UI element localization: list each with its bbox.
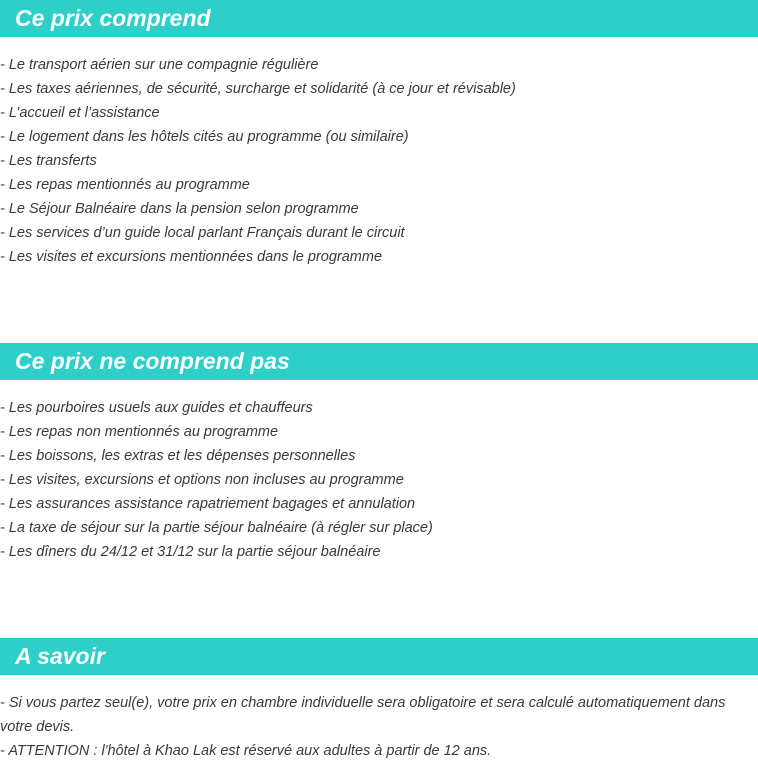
good-to-know-body xyxy=(0,691,758,763)
included-item: - Les transferts xyxy=(0,153,97,169)
good-to-know-header xyxy=(0,638,758,675)
not-included-item: - Les pourboires usuels aux guides et chauffeurs xyxy=(0,400,313,416)
not-included-title: Ce prix ne comprend pas xyxy=(15,348,290,374)
included-item: - Le logement dans les hôtels cités au programme (ou similaire) xyxy=(0,129,409,145)
not-included-item: - Les boissons, les extras et les dépenses personnelles xyxy=(0,448,356,464)
good-to-know-title: A savoir xyxy=(15,643,105,669)
not-included-header xyxy=(0,343,758,380)
included-header xyxy=(0,0,758,37)
included-item: - Le Séjour Balnéaire dans la pension selon programme xyxy=(0,201,359,217)
good-to-know-section xyxy=(0,638,758,763)
not-included-item: - Les dîners du 24/12 et 31/12 sur la partie séjour balnéaire xyxy=(0,544,381,560)
good-to-know-paragraph: - Si vous partez seul(e), votre prix en chambre individuelle sera obligatoire et sera calculé automatiquement dans votre devis. xyxy=(0,695,726,735)
not-included-list xyxy=(0,396,758,564)
not-included-item: - La taxe de séjour sur la partie séjour balnéaire (à régler sur place) xyxy=(0,520,433,536)
not-included-item: - Les visites, excursions et options non incluses au programme xyxy=(0,472,404,488)
included-list xyxy=(0,53,758,269)
not-included-item: - Les assurances assistance rapatriement bagages et annulation xyxy=(0,496,416,512)
not-included-item: - Les repas non mentionnés au programme xyxy=(0,424,279,440)
included-item: - Le transport aérien sur une compagnie régulière xyxy=(0,57,319,73)
included-item: - Les visites et excursions mentionnées dans le programme xyxy=(0,249,383,265)
included-item: - Les taxes aériennes, de sécurité, surcharge et solidarité (à ce jour et révisable) xyxy=(0,81,516,97)
included-title: Ce prix comprend xyxy=(15,5,211,31)
not-included-section xyxy=(0,343,758,564)
included-item: - L’accueil et l’assistance xyxy=(0,105,160,121)
included-item: - Les repas mentionnés au programme xyxy=(0,177,250,193)
good-to-know-paragraph: - ATTENTION : l'hôtel à Khao Lak est réservé aux adultes à partir de 12 ans. xyxy=(0,743,492,759)
included-item: - Les services d’un guide local parlant Français durant le circuit xyxy=(0,225,405,241)
included-section xyxy=(0,0,758,269)
